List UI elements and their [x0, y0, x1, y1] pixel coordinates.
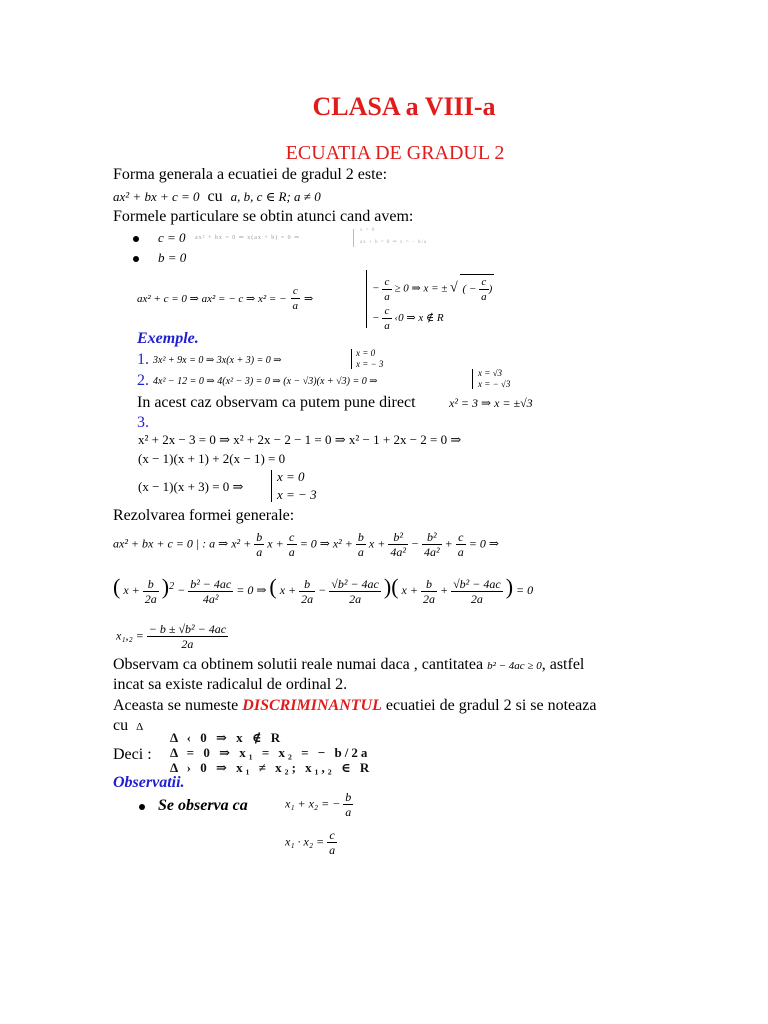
intro-line-2: Formele particulare se obtin atunci cand avem:: [113, 208, 414, 225]
paren: (: [113, 574, 121, 599]
example-1-sol2: x = − 3: [356, 359, 384, 369]
sqrt-body: ( − $\frac{c}{a}$ ): [462, 276, 493, 303]
fraction: [329, 577, 381, 606]
discriminant-condition: b² − 4ac ≥ 0: [487, 660, 542, 672]
vieta-sum-lhs: x₁ + x₂ = −: [285, 796, 341, 811]
general-line-1-c: = 0 ⇒ x² +: [299, 536, 353, 551]
fraction: [456, 530, 466, 559]
example-1-label: 1.: [137, 351, 149, 368]
obs-p2-line-1: [113, 697, 596, 715]
numerator: b: [143, 577, 159, 592]
fraction: [327, 828, 337, 857]
numerator: c: [327, 828, 337, 843]
numerator: b: [421, 577, 437, 592]
roots-formula: [116, 622, 228, 651]
obs-p1-b: , astfel: [541, 656, 585, 673]
example-1-sol1: x = 0: [356, 348, 376, 358]
final-zero: = 0: [516, 583, 534, 597]
example-1-eq: 3x² + 9x = 0 ⇒ 3x(x + 3) = 0 ⇒: [153, 355, 282, 366]
brace: [271, 470, 272, 502]
page-subtitle: ECUATIA DE GRADUL 2: [285, 142, 505, 164]
case-c-zero-faint-sys1: x = 0: [360, 228, 376, 233]
denominator: a: [288, 545, 295, 559]
observatii-bullet-text: Se observa ca: [158, 797, 248, 814]
roots-label: x₁,₂ =: [116, 628, 144, 643]
paren: ): [505, 574, 514, 599]
denominator: 2a: [422, 591, 435, 606]
examples-heading: Exemple.: [137, 330, 199, 347]
obs-p2-line-2: [113, 717, 143, 735]
fraction: [287, 530, 297, 559]
numerator: c: [479, 275, 489, 290]
deci-label: Deci :: [113, 746, 152, 763]
denominator: 2a: [301, 591, 314, 606]
bullet-dot: [133, 236, 139, 242]
denominator: a: [256, 545, 263, 559]
general-heading: Rezolvarea formei generale:: [113, 507, 295, 524]
denominator: 2a: [144, 591, 157, 606]
brace: [366, 270, 367, 328]
implies-arrow: ⇒: [304, 293, 314, 306]
conditions-formula: a, b, c ∈ R; a ≠ 0: [230, 189, 321, 204]
denominator: a: [357, 545, 364, 559]
numerator: b: [256, 530, 263, 544]
denominator: 4a²: [424, 545, 440, 559]
obs-p1-a: Observam ca obtinem solutii reale numai daca , cantitatea: [113, 656, 484, 673]
numerator: c: [456, 530, 466, 545]
fraction: [382, 275, 392, 304]
delta-symbol: Δ: [136, 721, 144, 733]
general-line-1-b: x +: [267, 536, 284, 551]
denominator: a: [345, 805, 352, 819]
example-2-eq: 4x² − 12 = 0 ⇒ 4(x² − 3) = 0 ⇒ (x − √3)(x + √3) = 0 ⇒: [153, 376, 378, 387]
general-line-1-e: −: [410, 536, 420, 551]
general-line-2: ( x + $\frac{b}{2a}$ )$^2$ − $\frac{\text{b² − 4ac}}{\text{4a²}}$ = 0 ⇒ ( x + $\frac{b}{2a}$ − $\frac{\text{√b² − 4ac}}{2a}$ )( x + $\frac{b}{2a}$ + $\frac{\text{√b² − 4ac}}{2a}$ ) = 0: [113, 574, 534, 606]
numerator: c: [291, 284, 301, 299]
vieta-product-lhs: x₁ · x₂ =: [285, 834, 325, 849]
brace: [353, 229, 354, 247]
fraction: [254, 530, 264, 559]
example-2-sol1: x = √3: [478, 368, 503, 378]
eq-zero-implies: = 0 ⇒: [236, 583, 267, 597]
denominator: 2a: [470, 591, 483, 606]
case-2-text: ‹0 ⇒ x ∉ R: [394, 312, 444, 325]
numerator: b: [357, 530, 364, 544]
numerator: b² − 4ac: [190, 576, 232, 591]
brace: [472, 369, 473, 389]
denominator: a: [457, 545, 464, 559]
fraction: [143, 577, 159, 606]
case-2: [372, 304, 444, 333]
example-3-label: 3.: [137, 414, 149, 431]
fraction: [382, 304, 392, 333]
observatii-heading: Observatii.: [113, 774, 185, 791]
page-title: CLASA a VIII-a: [312, 92, 496, 121]
minus: −: [468, 283, 477, 296]
fraction: [188, 577, 233, 606]
vieta-product: [285, 828, 337, 857]
numerator: b²: [388, 530, 408, 545]
case-1-text: ≥ 0 ⇒ x = ±: [394, 282, 448, 295]
case-c-zero-faint-sys2: ax + b = 0 ⇒ x = − b/a: [360, 240, 428, 245]
denominator: a: [384, 290, 390, 303]
example-2-label: 2.: [137, 372, 149, 389]
numerator: c: [382, 275, 392, 290]
case-c-zero-faint: ax² + bx = 0 ⇒ x(ax + b) = 0 ⇒: [195, 235, 301, 241]
numerator: b: [345, 790, 352, 804]
fraction: [479, 275, 489, 304]
example-3-line-2: (x − 1)(x + 1) + 2(x − 1) = 0: [138, 451, 286, 466]
fraction: [451, 577, 503, 606]
minus: −: [372, 312, 380, 325]
general-line-1-a: ax² + bx + c = 0 | : a ⇒ x² +: [113, 536, 252, 551]
fraction: [299, 577, 315, 606]
numerator: b: [299, 577, 315, 592]
general-form-formula: ax² + bx + c = 0: [113, 189, 200, 204]
direct-text: In acest caz observam ca putem pune direct: [137, 394, 416, 411]
deci-line-1: Δ ‹ 0 ⇒ x ∉ R: [170, 730, 284, 745]
case-b-zero: b = 0: [158, 250, 187, 265]
obs-p2-b: ecuatiei de gradul 2 si se noteaza: [385, 697, 597, 714]
general-line-1-f: +: [444, 536, 453, 551]
example-2-sol2: x = − √3: [478, 379, 511, 389]
numerator: c: [382, 304, 392, 319]
numerator: √b² − 4ac: [453, 576, 501, 591]
cu-word: cu: [113, 717, 129, 734]
example-3-line-1: x² + 2x − 3 = 0 ⇒ x² + 2x − 2 − 1 = 0 ⇒ x² − 1 + 2x − 2 = 0 ⇒: [138, 432, 462, 447]
general-form-line: [113, 188, 321, 206]
denominator: a: [292, 300, 299, 312]
bullet-dot: [139, 804, 145, 810]
example-3-sol1: x = 0: [277, 469, 305, 484]
direct-eq: x² = 3 ⇒ x = ±√3: [449, 396, 533, 410]
paren: (: [269, 574, 277, 599]
denominator: a: [329, 843, 336, 857]
case-1: [372, 274, 494, 304]
denominator: 2a: [349, 591, 362, 606]
numerator: √b² − 4ac: [331, 576, 379, 591]
example-3-sol2: x = − 3: [277, 487, 317, 502]
numerator: − b ± √b² − 4ac: [148, 622, 227, 636]
fraction: [421, 577, 437, 606]
b-zero-equation: [137, 284, 313, 313]
intro-line-1: Forma generala a ecuatiei de gradul 2 este:: [113, 166, 388, 183]
bullet-dot: [133, 256, 139, 262]
fraction: [388, 530, 408, 559]
numerator: b²: [422, 530, 442, 545]
obs-p1-line-2: incat sa existe radicalul de ordinal 2.: [113, 676, 348, 693]
general-line-1-d: x +: [368, 536, 386, 551]
case-c-zero: c = 0: [158, 230, 186, 245]
deci-line-2: Δ = 0 ⇒ x₁ = x₂ = − b/2a: [170, 745, 371, 760]
brace: [351, 349, 352, 369]
obs-p1-line-1: [113, 656, 584, 674]
denominator: a: [481, 291, 487, 303]
denominator: 4a²: [202, 591, 219, 606]
paren: )(: [383, 574, 399, 599]
numerator: c: [287, 530, 297, 545]
paren: ): [161, 574, 170, 599]
fraction: [291, 284, 301, 313]
denominator: a: [384, 320, 390, 332]
discriminant-term: DISCRIMINANTUL: [242, 697, 382, 714]
vieta-sum: [285, 790, 353, 819]
denominator: 2a: [181, 637, 194, 651]
obs-p2-a: Aceasta se numeste: [113, 697, 239, 714]
fraction: [343, 790, 353, 819]
denominator: 4a²: [390, 545, 406, 559]
general-line-1: [113, 530, 499, 559]
example-3-line-3: (x − 1)(x + 3) = 0 ⇒: [138, 479, 244, 494]
b-zero-eq-text: ax² + c = 0 ⇒ ax² = − c ⇒ x² = −: [137, 293, 287, 306]
general-line-1-g: = 0 ⇒: [468, 536, 499, 551]
fraction: [422, 530, 442, 559]
minus: −: [372, 282, 380, 295]
fraction: [147, 622, 228, 651]
sqrt-sign: √: [450, 280, 458, 296]
fraction: [356, 530, 366, 559]
cu-word: cu: [207, 188, 223, 205]
deci-line-3: Δ › 0 ⇒ x₁ ≠ x₂; x₁,₂ ∈ R: [170, 760, 373, 775]
